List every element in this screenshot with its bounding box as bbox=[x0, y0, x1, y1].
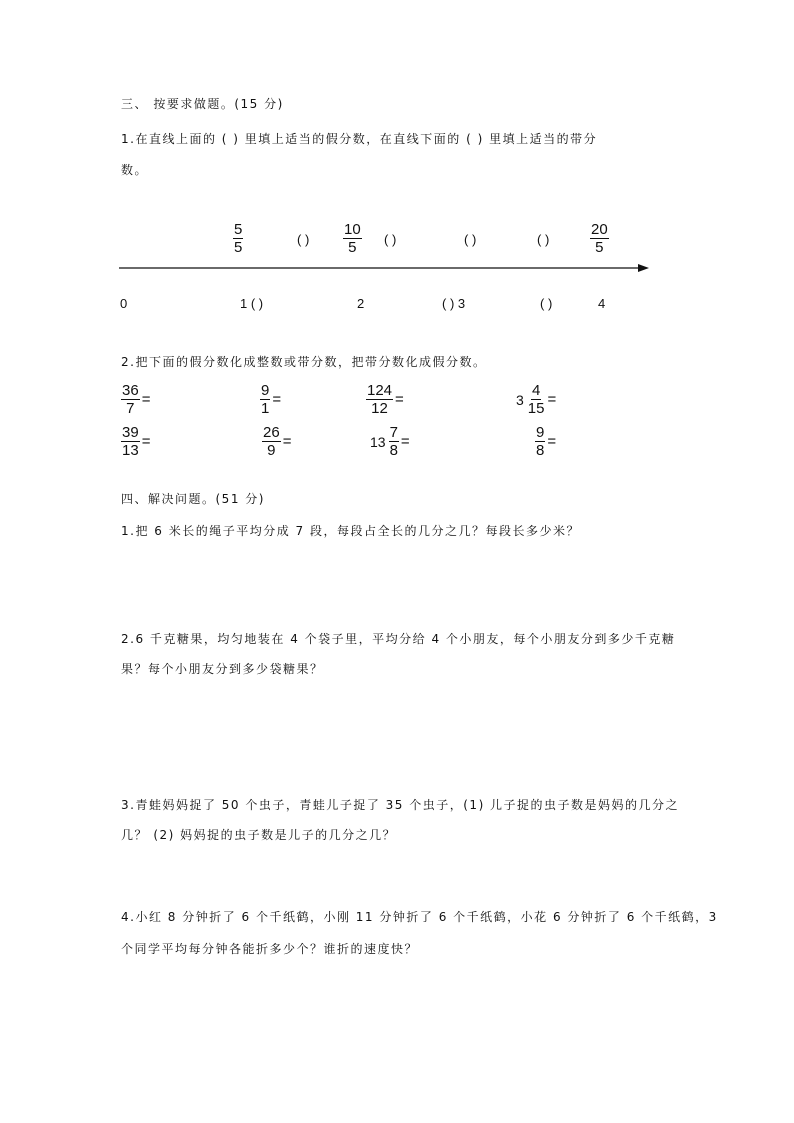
number-line-arrow bbox=[118, 262, 658, 276]
answer-blank[interactable]: ( ) bbox=[384, 232, 397, 247]
section-4-heading: 四、解决问题。(51 分) bbox=[121, 492, 265, 506]
problem-4-text-line2: 个同学平均每分钟各能折多少个？谁折的速度快？ bbox=[121, 942, 419, 956]
section-3-heading: 三、 按要求做题。(15 分) bbox=[121, 97, 284, 111]
conversion-item: $\frac{39}{13}$ = bbox=[122, 424, 151, 459]
conversion-item: 3 $\frac{4}{15}$ = bbox=[516, 382, 557, 417]
answer-blank[interactable]: ( ) bbox=[540, 296, 553, 311]
problem-1-text: 1.把 6 米长的绳子平均分成 7 段，每段占全长的几分之几？每段长多少米？ bbox=[121, 524, 580, 538]
conversion-item: $\frac{36}{7}$ = bbox=[122, 382, 151, 417]
problem-2-text-line1: 2.6 千克糖果，均匀地装在 4 个袋子里，平均分给 4 个小朋友，每个小朋友分到多少千克糖 bbox=[121, 632, 676, 646]
conversion-item: $\frac{9}{8}$ = bbox=[536, 424, 557, 459]
problem-2-text-line2: 果？每个小朋友分到多少袋糖果？ bbox=[121, 662, 324, 676]
tick-label-three-blank[interactable]: ( ) 3 bbox=[442, 296, 466, 311]
tick-label-two: 2 bbox=[357, 296, 365, 311]
fraction-5-over-5: $\frac{5}{5}$ bbox=[234, 221, 243, 256]
problem-3-text-line1: 3.青蛙妈妈捉了 50 个虫子，青蛙儿子捉了 35 个虫子，(1) 儿子捉的虫子数是妈妈的几分之 bbox=[121, 798, 680, 812]
fraction-10-over-5: $\frac{10}{5}$ bbox=[344, 221, 361, 256]
answer-blank[interactable]: ( ) bbox=[297, 232, 310, 247]
conversion-item: 13 $\frac{7}{8}$ = bbox=[370, 424, 410, 459]
fraction-20-over-5: $\frac{20}{5}$ bbox=[591, 221, 608, 256]
conversion-item: $\frac{26}{9}$ = bbox=[263, 424, 292, 459]
conversion-item: $\frac{9}{1}$ = bbox=[261, 382, 282, 417]
answer-blank[interactable]: ( ) bbox=[464, 232, 477, 247]
conversion-item: $\frac{124}{12}$ = bbox=[367, 382, 404, 417]
tick-label-one-blank[interactable]: 1 ( ) bbox=[240, 296, 264, 311]
answer-blank[interactable]: ( ) bbox=[537, 232, 550, 247]
tick-label-zero: 0 bbox=[120, 296, 128, 311]
problem-3-text-line2: 几？ (2) 妈妈捉的虫子数是儿子的几分之几？ bbox=[121, 828, 397, 842]
problem-4-text-line1: 4.小红 8 分钟折了 6 个千纸鹤，小刚 11 分钟折了 6 个千纸鹤，小花 6 分钟折了 6 个千纸鹤，3 bbox=[121, 910, 718, 924]
question-1-text-line1: 1.在直线上面的 ( ) 里填上适当的假分数，在直线下面的 ( ) 里填上适当的带分 bbox=[121, 132, 598, 146]
question-2-text: 2.把下面的假分数化成整数或带分数，把带分数化成假分数。 bbox=[121, 355, 487, 369]
question-1-text-line2: 数。 bbox=[121, 163, 149, 177]
tick-label-four: 4 bbox=[598, 296, 606, 311]
